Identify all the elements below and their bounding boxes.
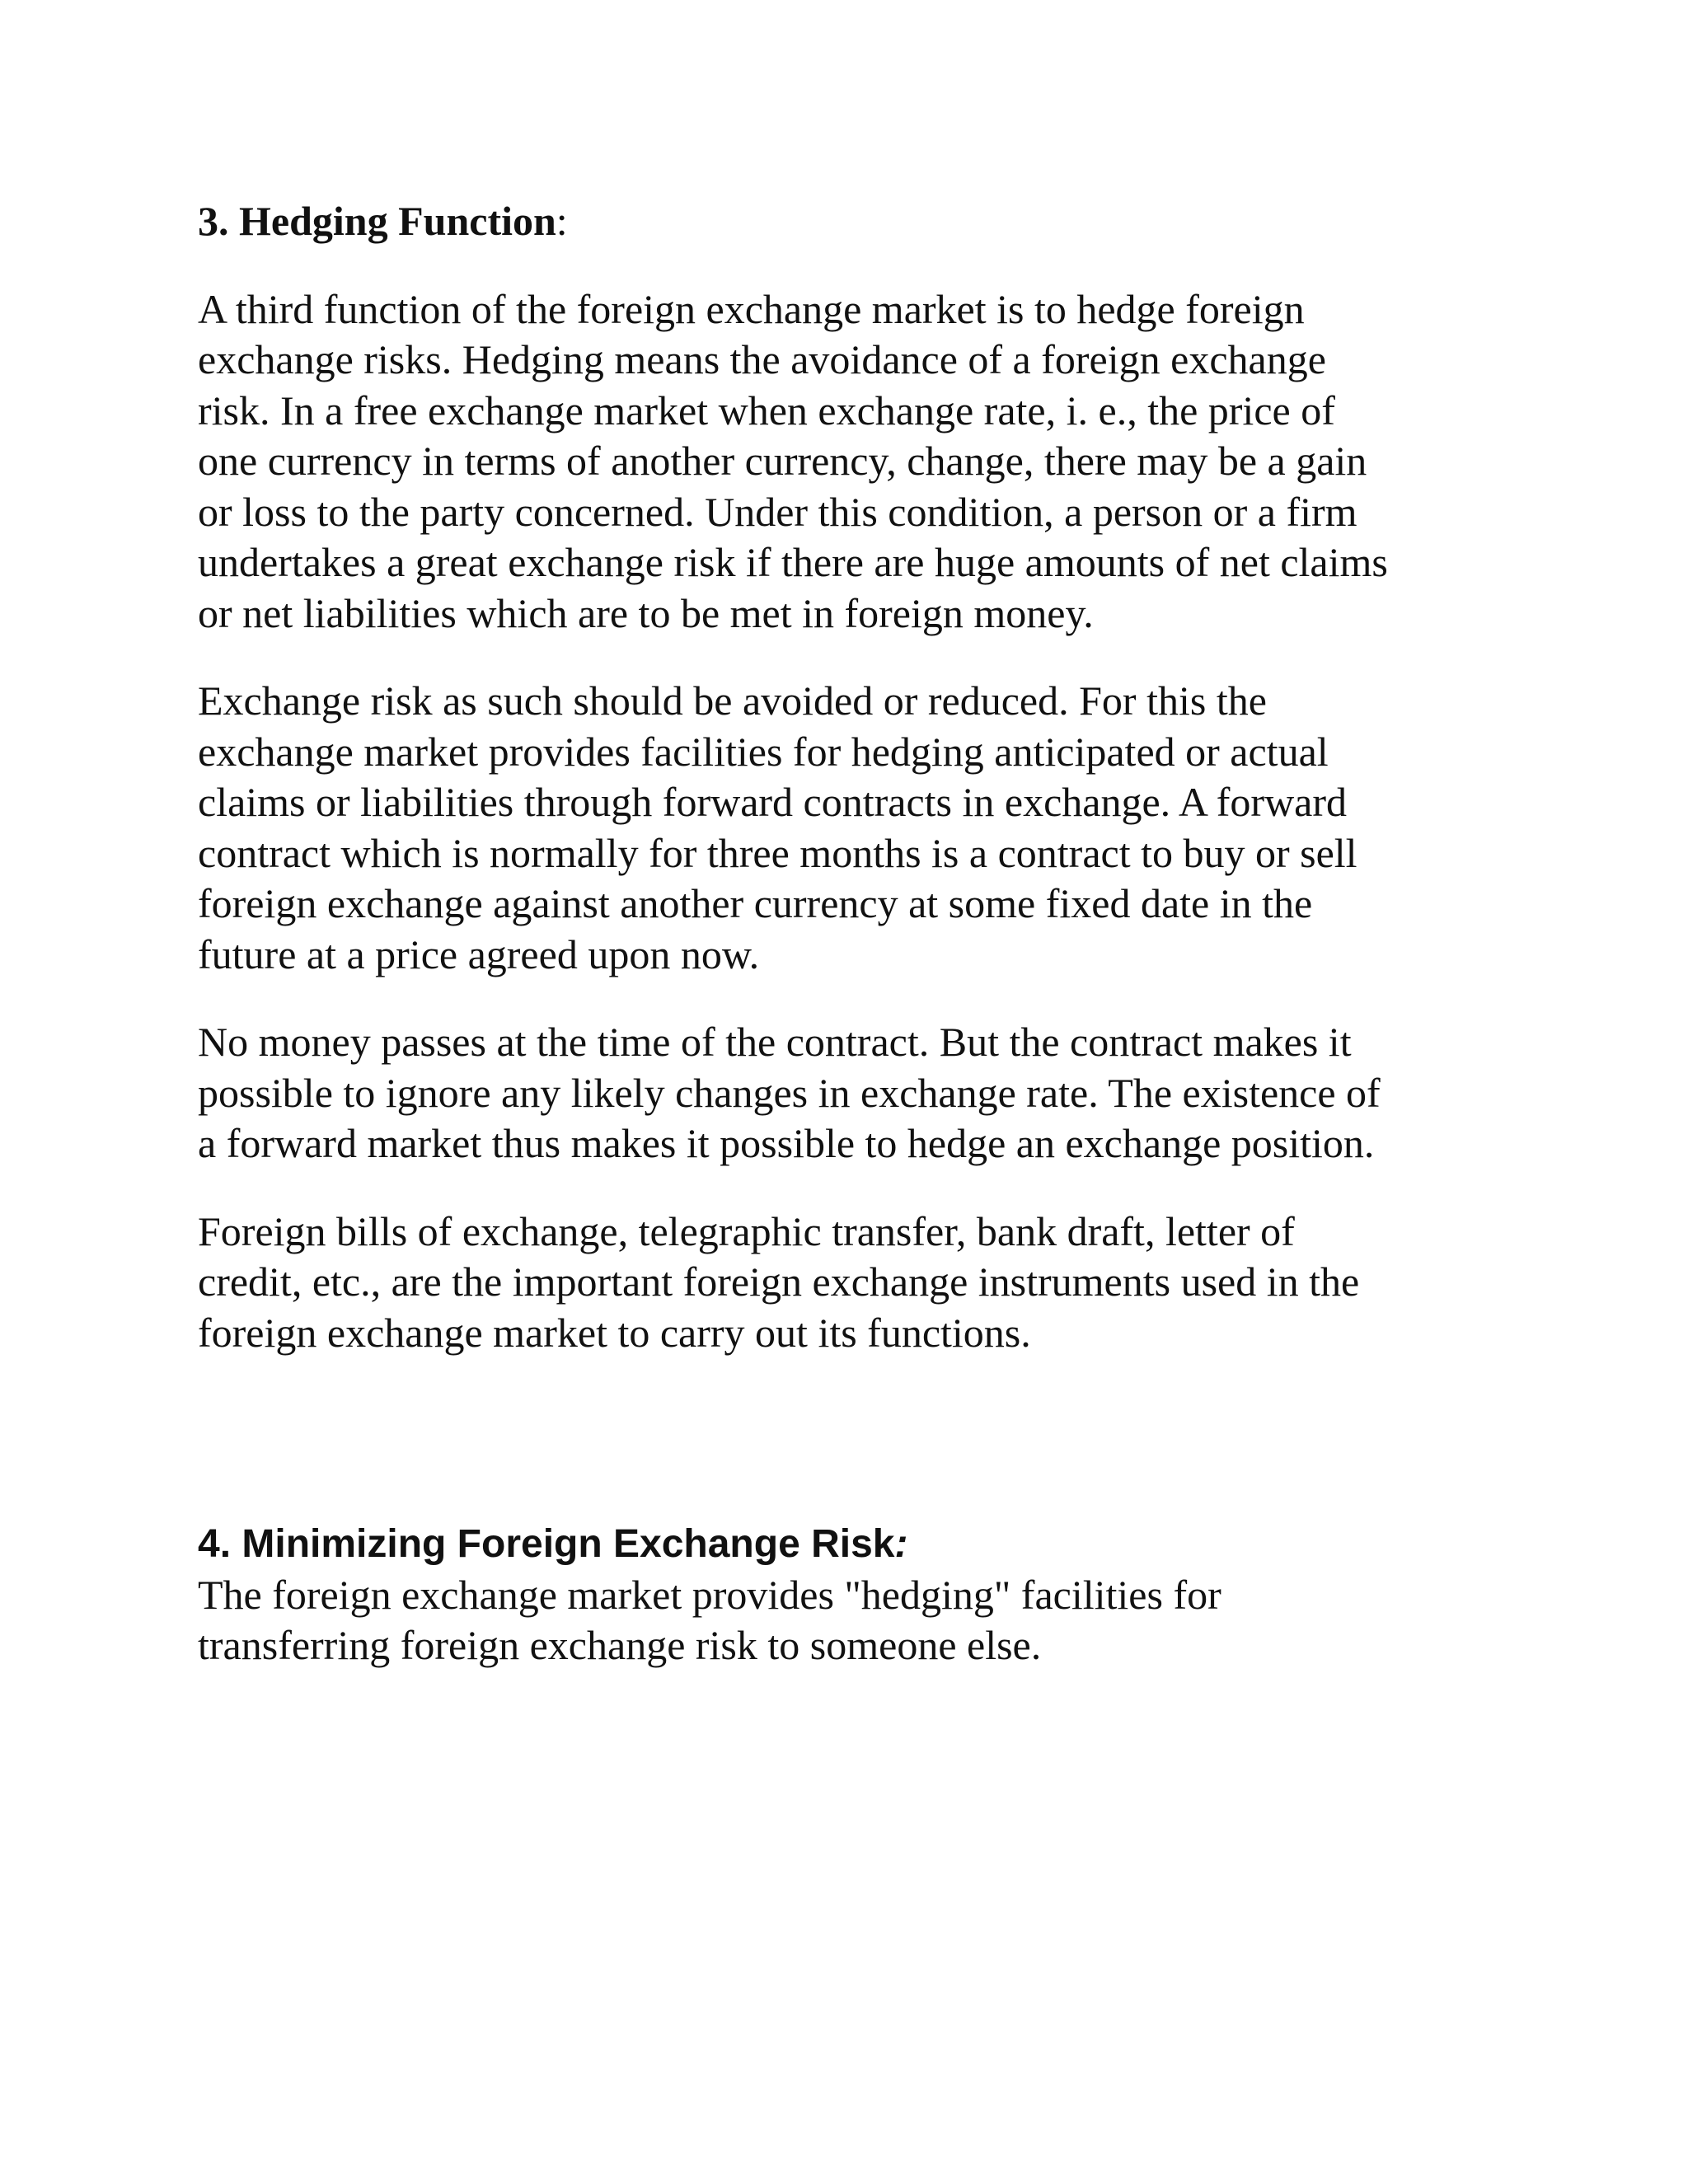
paragraph-line: A third function of the foreign exchange market is to hedge foreign (198, 285, 1305, 332)
section-heading-colon: : (556, 198, 568, 244)
paragraph-line: No money passes at the time of the contract. But the contract makes it (198, 1019, 1352, 1065)
paragraph-line: contract which is normally for three months is a contract to buy or sell (198, 829, 1357, 876)
paragraph-line: foreign exchange against another currency at some fixed date in the (198, 880, 1313, 926)
section-heading (198, 196, 1484, 247)
paragraph (198, 284, 1484, 640)
paragraph-line: or loss to the party concerned. Under this condition, a person or a firm (198, 488, 1357, 535)
paragraph-line: risk. In a free exchange market when exchange rate, i. e., the price of (198, 387, 1335, 434)
section-heading-colon: : (894, 1522, 908, 1566)
paragraph (198, 1570, 1484, 1671)
section-heading-label: 4. Minimizing Foreign Exchange Risk (198, 1522, 895, 1566)
paragraph-line: claims or liabilities through forward contracts in exchange. A forward (198, 779, 1348, 825)
paragraph-line: possible to ignore any likely changes in exchange rate. The existence of (198, 1069, 1381, 1116)
paragraph-line: or net liabilities which are to be met in foreign money. (198, 589, 1094, 636)
paragraph-line: exchange market provides facilities for hedging anticipated or actual (198, 728, 1329, 775)
section-heading-label: 3. Hedging Function (198, 198, 556, 244)
paragraph-line: future at a price agreed upon now. (198, 930, 760, 977)
paragraph-line: Exchange risk as such should be avoided or reduced. For this the (198, 677, 1267, 724)
paragraph-line: one currency in terms of another currency, change, there may be a gain (198, 438, 1367, 484)
paragraph-line: a forward market thus makes it possible to hedge an exchange position. (198, 1120, 1375, 1166)
section-hedging-function (198, 196, 1484, 1358)
paragraph-line: credit, etc., are the important foreign exchange instruments used in the (198, 1258, 1360, 1305)
paragraph-line: undertakes a great exchange risk if there are huge amounts of net claims (198, 539, 1388, 585)
paragraph (198, 676, 1484, 980)
paragraph-line: transferring foreign exchange risk to someone else. (198, 1622, 1042, 1668)
document-body (198, 196, 1484, 1671)
paragraph (198, 1017, 1484, 1169)
section-heading (198, 1519, 1484, 1570)
paragraph-line: exchange risks. Hedging means the avoidance of a foreign exchange (198, 336, 1326, 382)
section-minimizing-risk (198, 1519, 1484, 1671)
paragraph (198, 1207, 1484, 1359)
paragraph-line: Foreign bills of exchange, telegraphic transfer, bank draft, letter of (198, 1207, 1295, 1254)
paragraph-line: foreign exchange market to carry out its functions. (198, 1309, 1031, 1356)
paragraph-line: The foreign exchange market provides "hedging" facilities for (198, 1571, 1221, 1618)
